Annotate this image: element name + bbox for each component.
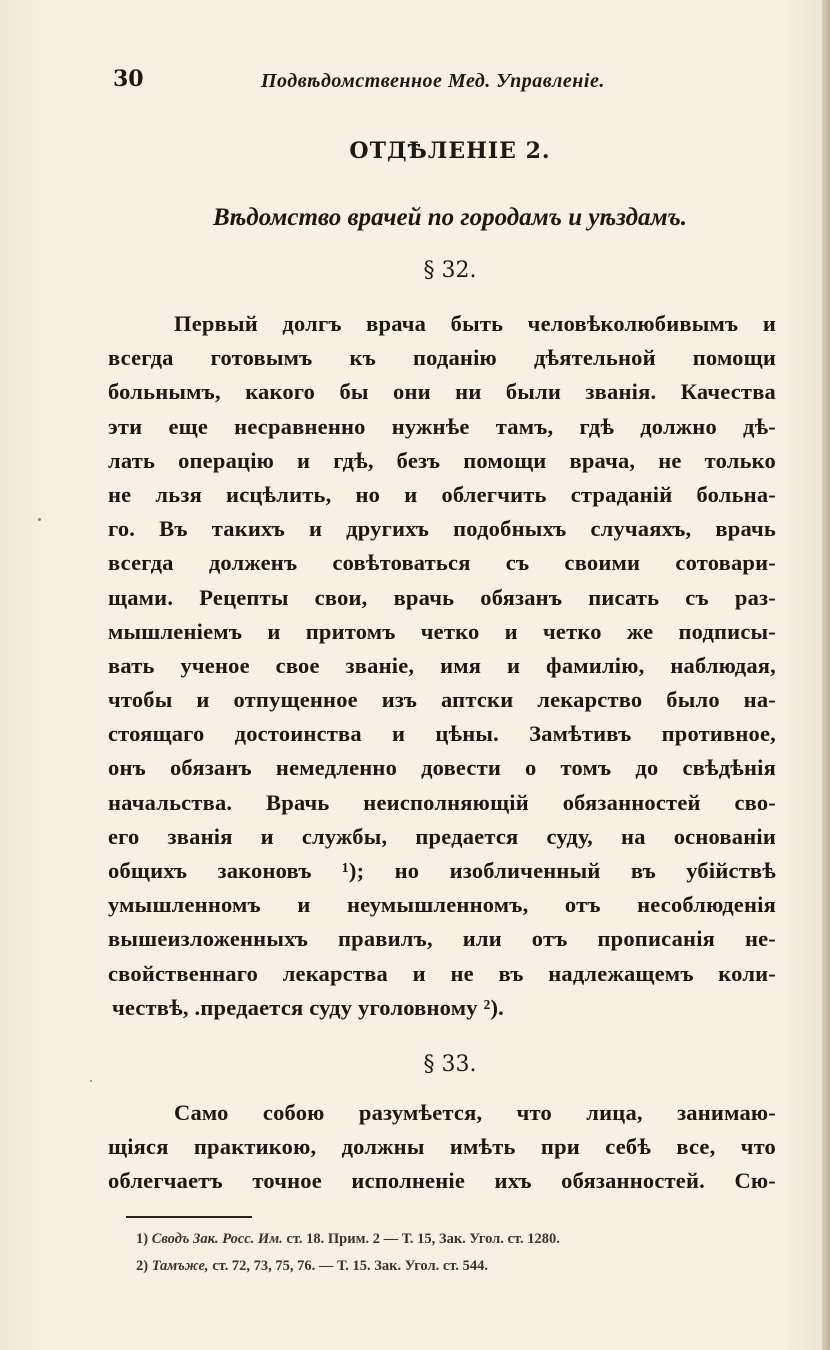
text-line: чтобы и отпущенное изъ аптски лекарство было на- xyxy=(108,687,776,713)
page-header xyxy=(113,66,773,100)
footnote-2 xyxy=(108,1253,788,1280)
footnote-source: Сводъ Зак. Росс. Им. xyxy=(151,1231,283,1247)
footnote-1 xyxy=(108,1226,788,1253)
footnote-reference: ст. 18. Прим. 2 — Т. 15, Зак. Угол. ст. 1280. xyxy=(286,1231,560,1247)
footnote-number: 1) xyxy=(136,1231,149,1247)
text-line: щіяся практикою, должны имѣть при себѣ все, что xyxy=(108,1134,776,1160)
text-line: умышленномъ и неумышленномъ, отъ несоблюденія xyxy=(108,892,776,918)
text-line: стоящаго достоинства и цѣны. Замѣтивъ противное, xyxy=(108,721,776,747)
section-title: ОТДѢЛЕНІЕ 2. xyxy=(349,138,551,164)
paragraph-33-text xyxy=(108,1096,776,1199)
paper-speck xyxy=(90,1080,92,1082)
footnote-reference: ст. 72, 73, 75, 76. — Т. 15. Зак. Угол. ст. 544. xyxy=(212,1258,488,1274)
paragraph-mark-32: § 32. xyxy=(423,258,477,283)
text-line: онъ обязанъ немедленно довести о томъ до свѣдѣнія xyxy=(108,755,776,781)
text-line: лать операцію и гдѣ, безъ помощи врача, не только xyxy=(108,447,776,473)
text-line: начальства. Врачь неисполняющій обязанностей сво- xyxy=(108,789,776,815)
page-gutter-shadow xyxy=(822,0,830,1350)
footnote-separator xyxy=(126,1216,252,1218)
paragraph-mark-33: § 33. xyxy=(423,1052,477,1077)
text-line: его званія и службы, предается суду, на основаніи xyxy=(108,823,776,849)
text-line: чествѣ, .предается суду уголовному ²). xyxy=(112,994,504,1020)
paragraph-32-text xyxy=(108,307,776,1025)
text-line: не льзя исцѣлить, но и облегчить страданій больна- xyxy=(108,481,776,507)
text-line: мышленіемъ и притомъ четко и четко же подписы- xyxy=(108,618,776,644)
footnote-number: 2) xyxy=(136,1258,149,1274)
text-line: го. Въ такихъ и другихъ подобныхъ случаяхъ, врачь xyxy=(108,516,776,542)
text-line: щами. Рецепты свои, врачь обязанъ писать съ раз- xyxy=(108,584,776,610)
paper-speck xyxy=(38,518,41,521)
text-line: вать ученое свое званіе, имя и фамилію, наблюдая, xyxy=(108,652,776,678)
text-line: всегда готовымъ къ поданію дѣятельной помощи xyxy=(108,345,776,371)
text-line: Само собою разумѣется, что лица, занимаю- xyxy=(174,1100,776,1125)
text-line: всегда долженъ совѣтоваться съ своими сотовари- xyxy=(108,550,776,576)
text-line: больнымъ, какого бы они ни были званія. Качества xyxy=(108,379,776,405)
text-line: эти еще несравненно нужнѣе тамъ, гдѣ должно дѣ- xyxy=(108,413,776,439)
text-line: вышеизложенныхъ правилъ, или отъ прописанія не- xyxy=(108,926,776,952)
running-head: Подвѣдомственное Мед. Управленіе. xyxy=(261,70,605,92)
text-line: общихъ законовъ ¹); но изобличенный въ убійствѣ xyxy=(108,858,776,883)
text-line: Первый долгъ врача быть человѣколюбивымъ и xyxy=(174,311,776,336)
text-line: облегчаетъ точное исполненіе ихъ обязанностей. Сю- xyxy=(108,1168,776,1194)
section-subtitle: Вѣдомство врачей по городамъ и уѣздамъ. xyxy=(212,204,688,231)
text-line: свойственнаго лекарства и не въ надлежащемъ коли- xyxy=(108,960,776,986)
footnote-source: Тамъже, xyxy=(151,1258,209,1274)
page-number: 30 xyxy=(113,66,144,92)
footnotes xyxy=(108,1226,788,1280)
